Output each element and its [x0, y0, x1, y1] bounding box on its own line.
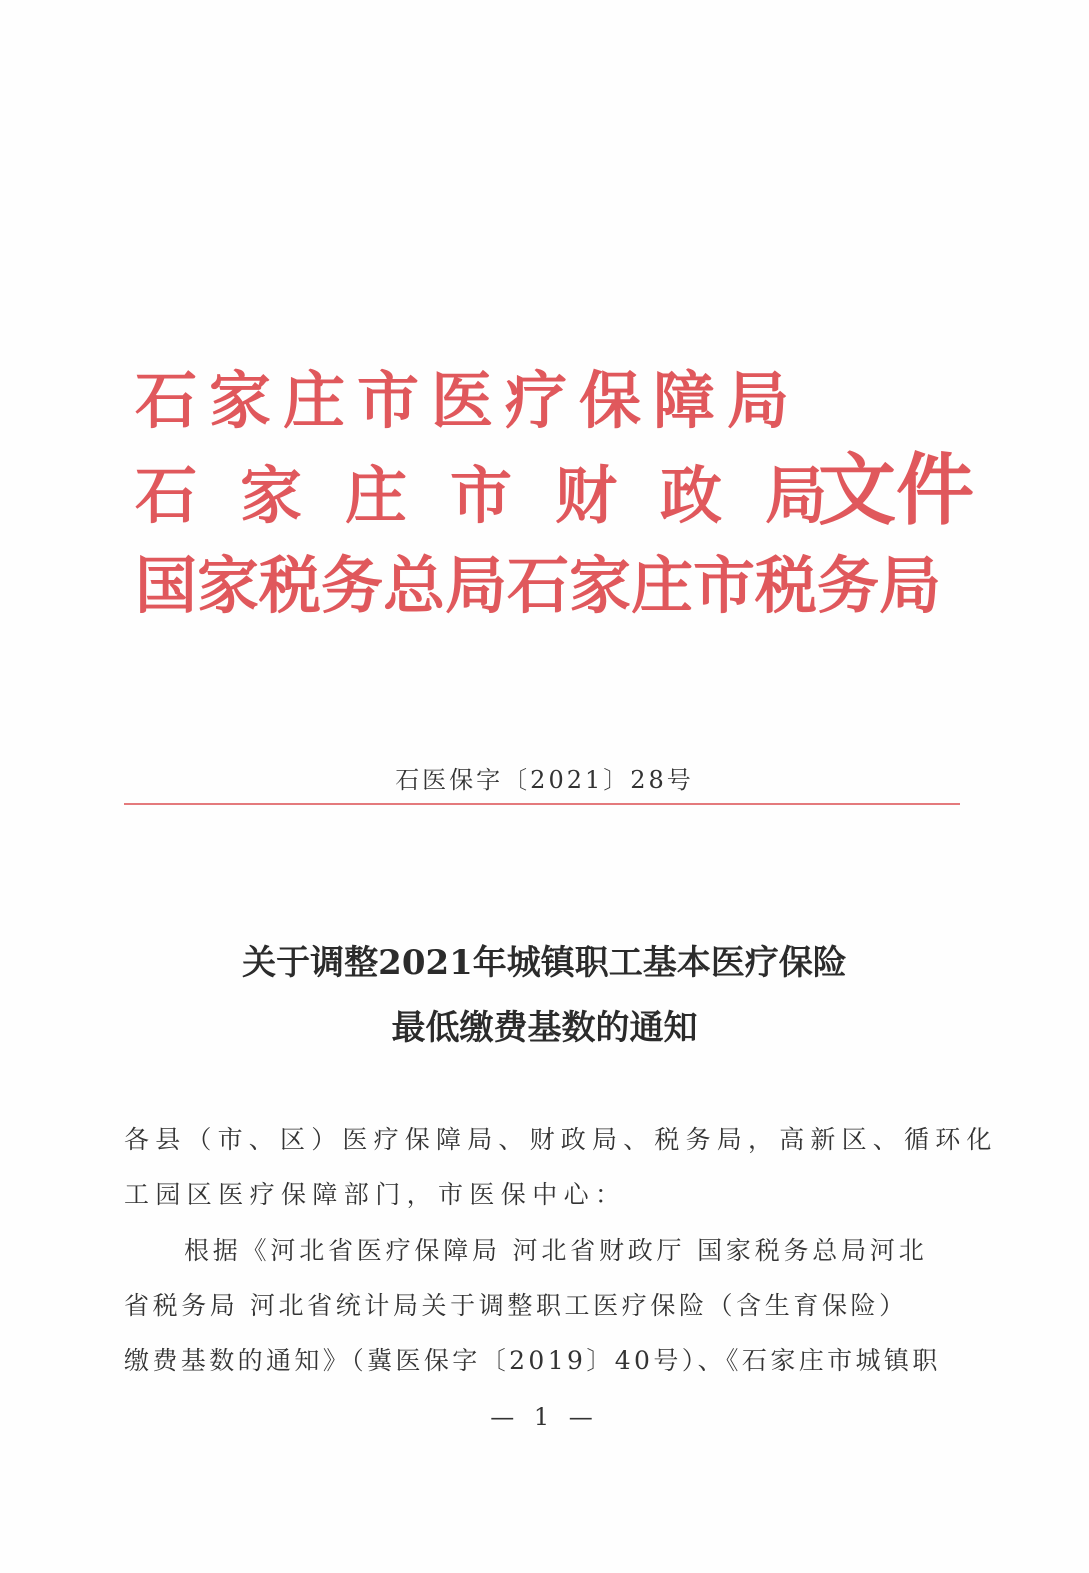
issuer-medical-security-bureau: 石家庄市医疗保障局 [135, 364, 802, 437]
body-line: 工园区医疗保障部门，市医保中心： [124, 1180, 627, 1209]
red-divider [124, 803, 960, 805]
issuer-tax-bureau: 国家税务总局石家庄市税务局 [135, 549, 942, 622]
page-number: — 1 — [490, 1403, 599, 1431]
body-line: 省税务局 河北省统计局关于调整职工医疗保险（含生育保险） [124, 1291, 908, 1320]
notice-title-line-2: 最低缴费基数的通知 [391, 1008, 698, 1048]
notice-title-line-1: 关于调整2021年城镇职工基本医疗保险 [242, 943, 847, 983]
document-suffix: 文件 [818, 445, 975, 536]
issuer-finance-bureau: 石家庄市财政局 [135, 459, 871, 532]
document-number: 石医保字〔2021〕28号 [395, 766, 694, 794]
body-line: 各县（市、区）医疗保障局、财政局、税务局，高新区、循环化 [124, 1125, 998, 1154]
body-line: 根据《河北省医疗保障局 河北省财政厅 国家税务总局河北 [184, 1236, 928, 1265]
body-line: 缴费基数的通知》（冀医保字〔2019〕40号）、《石家庄市城镇职 [124, 1346, 941, 1375]
